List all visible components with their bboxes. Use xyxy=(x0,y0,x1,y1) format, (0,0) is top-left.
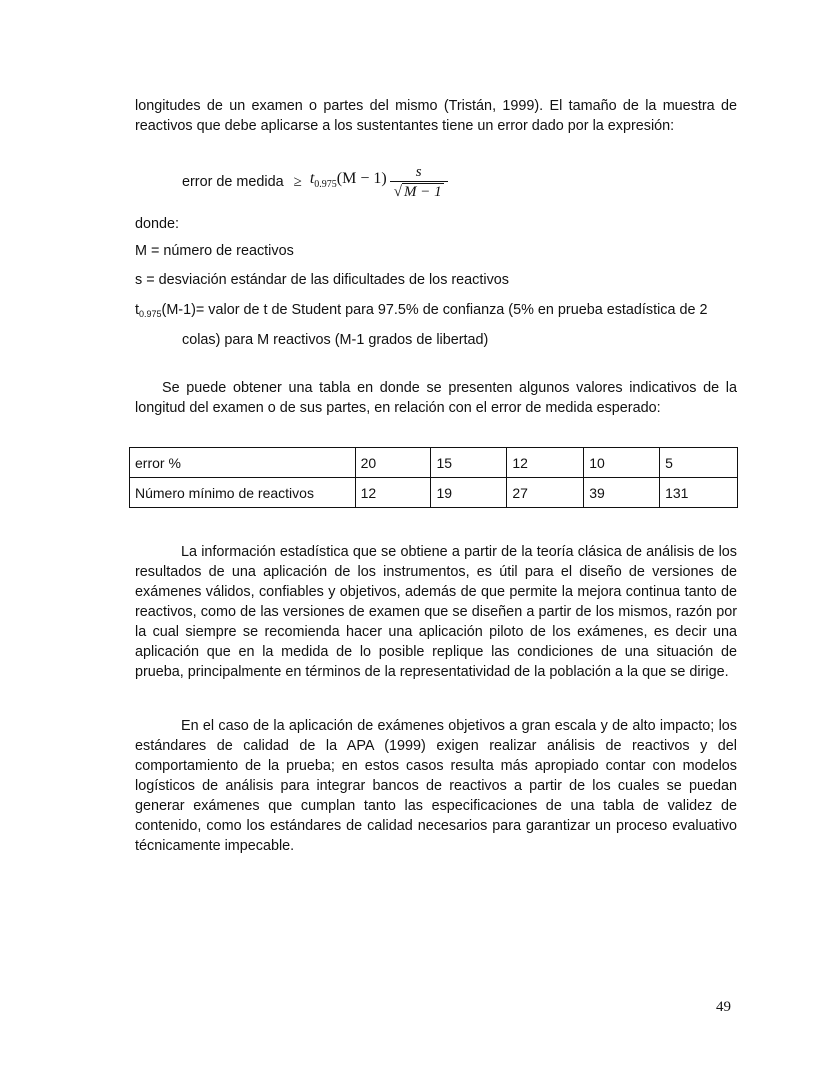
formula-numerator: s xyxy=(415,163,422,180)
table-cell: 15 xyxy=(431,448,507,478)
table-row xyxy=(130,448,738,478)
donde-label: donde: xyxy=(135,216,180,232)
row-label: Número mínimo de reactivos xyxy=(130,478,356,508)
radical-content: M − 1 xyxy=(403,183,442,200)
paragraph-2: La información estadística que se obtiene a partir de la teoría clásica de análisis de los resultados de una aplicación de los instrumentos, es útil para el diseño de versiones de exámenes válidos, confiables y objetivos, además de que permite la mejora continua tanto de reactivos, como de las versiones de examen que se diseñen a partir de los mismos, razón por la cual siempre se recomienda hacer una aplicación piloto de los exámenes, es decir una aplicación que en la medida de lo posible replique las condiciones de una situación de prueba, principalmente en términos de la representatividad de la población a la que se dirige. xyxy=(135,544,737,680)
formula-denominator xyxy=(394,182,444,202)
table-row xyxy=(130,478,738,508)
page-number: 49 xyxy=(716,999,731,1015)
table-cell: 12 xyxy=(507,448,584,478)
definition-t-symbol: t xyxy=(135,302,139,318)
row-label: error % xyxy=(130,448,356,478)
radical-sign: √ xyxy=(393,183,402,200)
formula-t-subscript: 0.975 xyxy=(314,179,337,190)
error-formula xyxy=(182,160,448,204)
definition-t-line2: colas) para M reactivos (M-1 grados de libertad) xyxy=(182,332,489,348)
table-cell: 10 xyxy=(584,448,660,478)
table-cell: 20 xyxy=(355,448,431,478)
definition-t-text: (M-1)= valor de t de Student para 97.5% de confianza (5% en prueba estadística de 2 xyxy=(161,302,708,318)
table-cell: 19 xyxy=(431,478,507,508)
table-intro-paragraph: Se puede obtener una tabla en donde se presenten algunos valores indicativos de la longitud del examen o de sus partes, en relación con el error de medida esperado: xyxy=(135,380,737,416)
table-cell: 27 xyxy=(507,478,584,508)
formula-argument: (M − 1) xyxy=(336,170,387,187)
table-cell: 12 xyxy=(355,478,431,508)
formula-relation: ≥ xyxy=(293,174,302,190)
intro-paragraph: longitudes de un examen o partes del mismo (Tristán, 1999). El tamaño de la muestra de reactivos que debe aplicarse a los sustentantes tiene un error dado por la expresión: xyxy=(135,98,737,134)
definition-m: M = número de reactivos xyxy=(135,243,294,259)
formula-t-symbol: t xyxy=(309,170,315,187)
definition-t-subscript: 0.975 xyxy=(139,309,162,319)
error-table xyxy=(129,447,738,508)
definition-t-line1 xyxy=(135,300,708,324)
table-cell: 5 xyxy=(660,448,738,478)
formula-lhs: error de medida xyxy=(182,174,284,190)
formula-fraction xyxy=(390,163,448,202)
formula-t-term xyxy=(310,169,387,195)
definition-s: s = desviación estándar de las dificultades de los reactivos xyxy=(135,272,509,288)
paragraph-3: En el caso de la aplicación de exámenes objetivos a gran escala y de alto impacto; los estándares de calidad de la APA (1999) exigen realizar análisis de reactivos y del comportamiento de la prueba; en estos casos resulta más apropiado contar con modelos logísticos de análisis para integrar bancos de reactivos a partir de los cuales se puedan generar exámenes que cumplan tanto las especificaciones de una tabla de validez de contenido, como los estándares de calidad necesarios para garantizar un proceso evaluativo técnicamente impecable. xyxy=(135,718,737,854)
table-cell: 131 xyxy=(660,478,738,508)
table-cell: 39 xyxy=(584,478,660,508)
